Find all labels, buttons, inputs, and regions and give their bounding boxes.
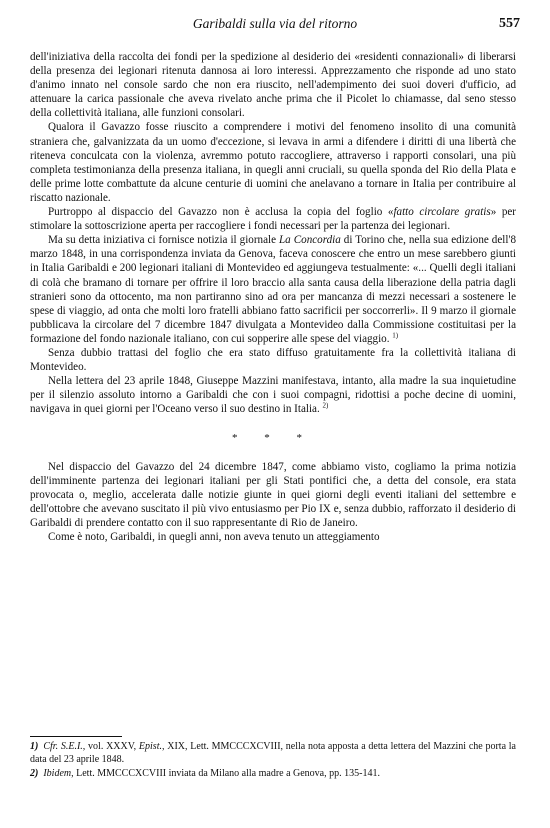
newspaper-title: La Concordia [279,234,341,247]
footnote-reference: 1) [392,331,399,340]
footnotes [30,740,516,780]
footnote-italic: Epist., [138,741,165,752]
paragraph-text: Nel dispaccio del Gavazzo del 24 dicembre 1847, come abbiamo visto, cogliamo la prima notizia dell'imminente partenza dei legionari italiani per gli Stati pontifici che, a detta del console, era stata provocata o, meglio, accelerata dalle notizie giunte in quei giorni degli eventi italiani del settembre e dell'ottobre che avevano suscitato il più vivo entusiasmo per Pio IX e, senza dubbio, rafforzato il desiderio di Garibaldi di prendere contatto con il suo rappresentante di Rio de Janeiro. [30,460,516,529]
footnote-mark: 2) [30,767,39,779]
paragraph [30,460,516,530]
main-text [30,50,516,544]
paragraph-text: Ma su detta iniziativa ci fornisce notizia il giornale [48,234,280,247]
footnote-reference: 2) [322,401,329,410]
paragraph [30,346,516,374]
footnote-text: vol. XXXV, [85,741,139,752]
footnote-text: Lett. MMCCCXCVIII inviata da Milano alla madre a Genova, pp. 135-141. [73,767,380,779]
quoted-phrase: fatto circolare gratis [393,206,491,219]
running-title: Garibaldi sulla via del ritorno [192,16,358,31]
paragraph [30,374,516,416]
footnote [30,740,516,767]
paragraph-text: Nella lettera del 23 aprile 1848, Giuseppe Mazzini manifestava, intanto, alla madre la sua inquietudine per il silenzio assoluto intorno a Garibaldi che con i suoi compagni, ridottisi a poche decine di uomini, navigava in quei giorni per l'Oceano verso il suo destino in Italia. [30,375,516,416]
footnote-text: XIX, Lett. MMCCCXCVIII, nella nota apposta a detta lettera del Mazzini che porta la data del 23 aprile 1848. [30,741,516,766]
paragraph-text: Purtroppo al dispaccio del Gavazzo non è acclusa la copia del foglio « [48,206,394,219]
page-number: 557 [499,16,520,31]
footnote-source: Cfr. S.E.I., [43,741,86,752]
paragraph [30,205,516,233]
page-header [30,16,520,38]
footnote [30,767,516,780]
footnote-mark: 1) [30,741,39,752]
paragraph-text: Senza dubbio trattasi del foglio che era stato diffuso gratuitamente fra la collettività italiana di Montevideo. [30,346,516,374]
paragraph-text: di Torino che, nella sua edizione dell'8 marzo 1848, in una corrispondenza inviata da Genova, faceva conoscere che entro un mese sarebbero giunti in Italia Garibaldi e 200 legionari italiani di Montevideo ed aggiungeva testualmente: «... Quelli degli italiani di colà che bramano di tornare per offrire il loro braccio alla santa causa della liberazione della patria dagli stranieri sono da ottocento, ma non partiranno sino ad ora per mancanza di mezzi necessari a sostenere le spese di viaggio, ad onta che molti loro fratelli abbiano fatto sacrificii per soccorrerli». Il 9 marzo il giornale pubblicava la circolare del 7 dicembre 1847 divulgata a Montevideo dalla Commissione costituitasi per la formazione del fondo nazionale italiano, con cui sopperire alle spese del viaggio. [30,234,516,345]
paragraph [30,120,516,205]
section-separator: * * * [232,432,314,445]
paragraph [30,530,516,544]
paragraph-text: Qualora il Gavazzo fosse riuscito a comprendere i motivi del fenomeno insolito di una comunità straniera che, galvanizzata da un uomo d'eccezione, si levava in armi a difendere i diritti di una libertà che riteneva conculcata con la violenza, avremmo potuto raccogliere, attraverso i rapporti consolari, una più completa testimonianza della presenza italiana, in quegli anni cruciali, su quella sponda del Rio della Plata e delle prime lotte combattute da alcune centurie di uomini che anelavano a tornare in Italia per contribuire al riscatto nazionale. [30,121,516,204]
paragraph [30,50,516,120]
paragraph-text: » per stimolare la sottoscrizione aperta per raccogliere i fondi necessari per la partenza dei legionari. [30,206,516,233]
paragraph-text: Come è noto, Garibaldi, in quegli anni, non aveva tenuto un atteggiamento [48,531,380,543]
paragraph-text: dell'iniziativa della raccolta dei fondi per la spedizione al desiderio dei «residenti connazionali» di liberarsi della presenza dei legionari ritenuta dannosa ai loro interessi. Apprezzamento che risponde ad uno stato d'animo innato nel console sardo che non era riuscito, nell'adempimento dei suoi doveri d'ufficio, ad attenuare la carica passionale che aveva rivelato anche prima che il Picolet lo chiamasse, dal seno stesso della collettività italiana, alle funzioni consolari. [30,51,516,120]
footnote-source: Ibidem, [43,767,74,779]
footnote-divider [30,736,122,737]
paragraph [30,233,516,346]
